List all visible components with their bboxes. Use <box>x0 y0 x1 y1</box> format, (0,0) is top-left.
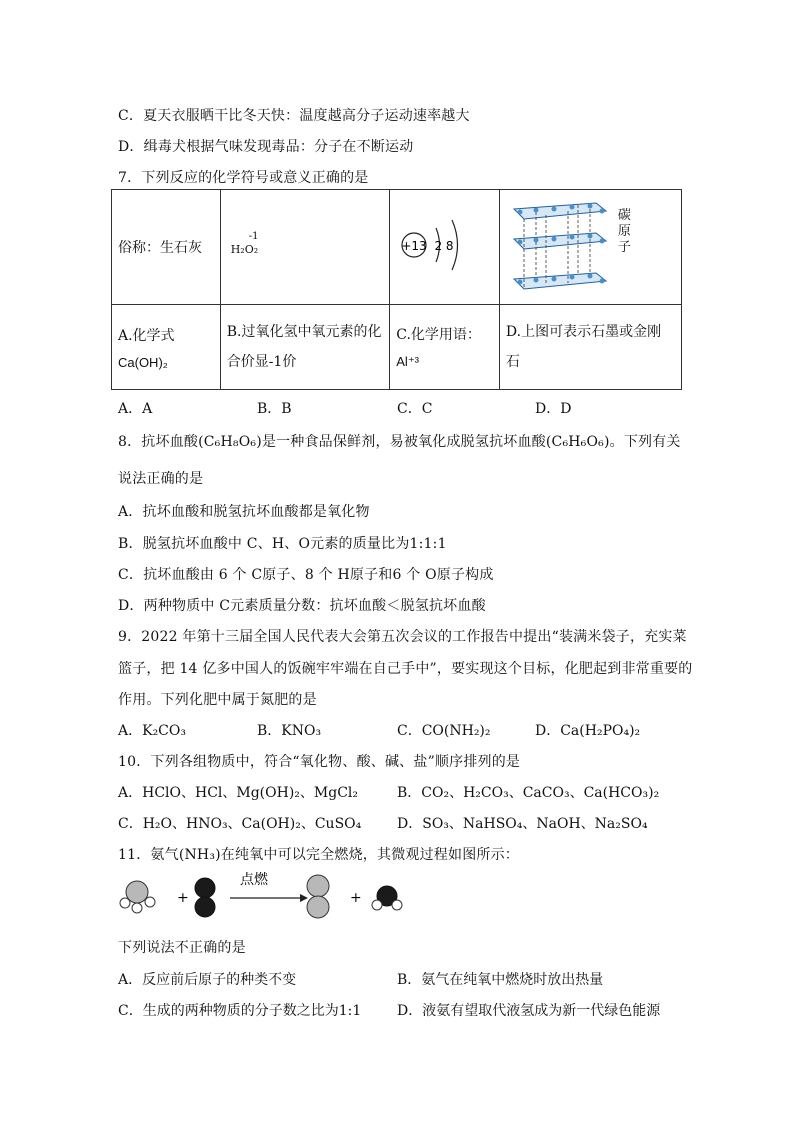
q7-choice-d: D．D <box>535 401 572 417</box>
reaction-condition: 点燃 <box>240 872 268 888</box>
q7-table <box>111 189 682 390</box>
plus-sign-1: + <box>177 890 189 906</box>
q8-stem-2: 说法正确的是 <box>118 471 204 487</box>
q10-stem: 10．下列各组物质中，符合“氧化物、酸、碱、盐”顺序排列的是 <box>118 754 521 770</box>
q7-stem: 7．下列反应的化学符号或意义正确的是 <box>118 170 369 186</box>
q11-reaction-diagram <box>115 870 415 920</box>
h2o2-valence: -1 <box>248 231 259 242</box>
q7-cell-graphite-diagram <box>499 190 681 305</box>
water-molecule-icon <box>372 886 402 910</box>
plus-sign-2: + <box>350 890 362 906</box>
q7-cell-atom-diagram <box>390 190 500 305</box>
q11-choice-c: C．生成的两种物质的分子数之比为1:1 <box>118 1003 362 1019</box>
q8-option-d: D．两种物质中 C元素质量分数：抗坏血酸＜脱氢抗坏血酸 <box>118 598 486 614</box>
nucleus-charge: +13 <box>401 239 427 253</box>
carbon-atom-label: 碳原子 <box>617 208 631 255</box>
q7-choice-c: C．C <box>397 401 433 417</box>
electron-shells: 2 8 <box>434 239 454 253</box>
q9-stem-1: 9．2022 年第十三届全国人民代表大会第五次会议的工作报告中提出“装满米袋子，充实菜 <box>118 629 687 645</box>
h2o2-formula: H₂O₂ <box>230 243 259 256</box>
q11-choice-d: D．液氨有望取代液氢成为新一代绿色能源 <box>397 1003 661 1019</box>
q7-option-c-cell: C.化学用语： Al⁺³ <box>390 305 500 390</box>
q7-option-b-cell: B.过氧化氢中氧元素的化合价显-1价 <box>220 305 390 390</box>
q9-stem-2: 篮子，把 14 亿多中国人的饭碗牢牢端在自己手中”，要实现这个目标，化肥起到非常重要的 <box>118 661 693 677</box>
q11-stem: 11．氨气(NH₃)在纯氧中可以完全燃烧，其微观过程如图所示： <box>118 847 520 863</box>
oxygen-molecule-icon <box>195 878 215 917</box>
q9-choice-a: A．K₂CO₃ <box>118 723 186 739</box>
q7-cell-quicklime: 俗称：生石灰 <box>112 190 221 305</box>
q6-option-d: D．缉毒犬根据气味发现毒品：分子在不断运动 <box>118 139 414 155</box>
q9-choice-b: B．KNO₃ <box>257 723 322 739</box>
q7-option-a-cell: A.化学式 Ca(OH)₂ <box>112 305 221 390</box>
q11-choice-b: B．氨气在纯氧中燃烧时放出热量 <box>397 972 604 988</box>
q10-choice-c: C．H₂O、HNO₃、Ca(OH)₂、CuSO₄ <box>118 816 362 832</box>
q9-choice-c: C．CO(NH₂)₂ <box>397 723 491 739</box>
q7-cell-h2o2 <box>220 190 390 305</box>
q11-choice-a: A．反应前后原子的种类不变 <box>118 972 297 988</box>
nitrogen-molecule-icon <box>307 875 329 918</box>
q9-choice-d: D．Ca(H₂PO₄)₂ <box>535 723 641 739</box>
q8-option-b: B．脱氢抗坏血酸中 C、H、O元素的质量比为1:1:1 <box>118 536 447 552</box>
graphite-structure-icon <box>506 197 616 297</box>
q8-stem-1: 8．抗坏血酸(C₆H₈O₆)是一种食品保鲜剂，易被氧化成脱氢抗坏血酸(C₆H₆O₆)。下列有关 <box>118 434 681 450</box>
q7-choice-a: A．A <box>118 401 153 417</box>
q7-option-d-cell: D.上图可表示石墨或金刚石 <box>499 305 681 390</box>
q6-option-c: C．夏天衣服晒干比冬天快：温度越高分子运动速率越大 <box>118 108 470 124</box>
q9-stem-3: 作用。下列化肥中属于氮肥的是 <box>118 692 317 708</box>
q11-substem: 下列说法不正确的是 <box>118 940 246 956</box>
q8-option-a: A．抗坏血酸和脱氢抗坏血酸都是氧化物 <box>118 504 370 520</box>
q10-choice-a: A．HClO、HCl、Mg(OH)₂、MgCl₂ <box>118 785 359 801</box>
q10-choice-d: D．SO₃、NaHSO₄、NaOH、Na₂SO₄ <box>397 816 648 832</box>
aluminum-ion-structure-icon <box>396 210 466 280</box>
q7-choice-b: B．B <box>257 401 292 417</box>
q8-option-c: C．抗坏血酸由 6 个 C原子、8 个 H原子和6 个 O原子构成 <box>118 567 494 583</box>
q10-choice-b: B．CO₂、H₂CO₃、CaCO₃、Ca(HCO₃)₂ <box>397 785 660 801</box>
ammonia-molecule-icon <box>120 881 155 913</box>
